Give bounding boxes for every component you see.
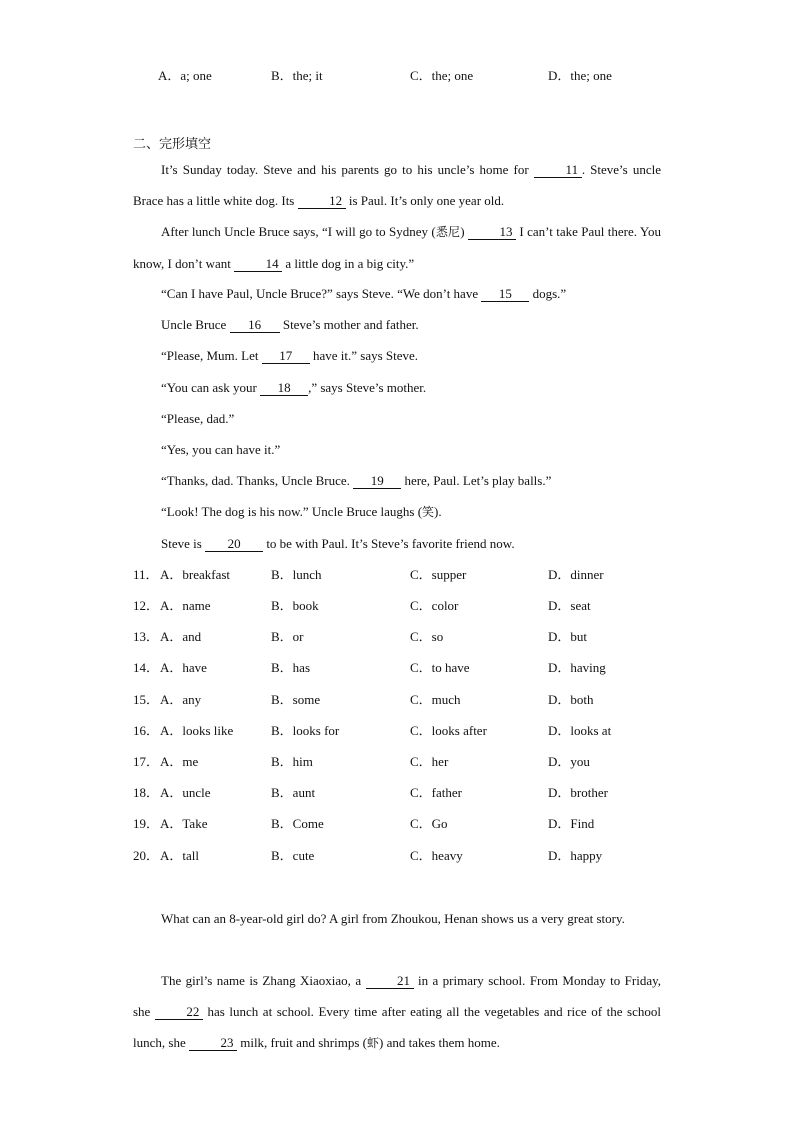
text: “Can I have Paul, Uncle Bruce?” says Steve. “We don’t have [161,286,479,301]
blank-22[interactable]: 22 [155,1004,203,1020]
passage1-paragraph2 [133,216,661,279]
text: in a primary school. From Monday to Friday, she [133,973,662,1019]
question-number: 17． [133,754,160,769]
option-b[interactable]: B．aunt [271,785,316,800]
option-b[interactable]: B．or [271,629,304,644]
option-a[interactable]: A．me [160,754,199,769]
option-c[interactable]: C．supper [410,567,467,582]
option-c[interactable]: C．the; one [410,68,474,83]
question-number: 19． [133,816,160,831]
option-d[interactable]: D．seat [548,598,591,613]
text: milk, fruit and shrimps ( [240,1035,367,1050]
question-row [133,814,673,834]
blank-19[interactable]: 19 [353,473,401,489]
option-b[interactable]: B．lunch [271,567,322,582]
passage1-line10 [161,502,442,522]
option-a[interactable]: A．breakfast [160,567,231,582]
option-d[interactable]: D．but [548,629,588,644]
question-row [133,596,673,616]
option-a[interactable]: A．a; one [158,68,212,83]
option-a[interactable]: A．have [160,660,207,675]
question-number: 15． [133,692,160,707]
question-number: 20． [133,848,160,863]
passage1-line4 [161,315,419,335]
text: It’s Sunday today. Steve and his parents go to his uncle’s home for [161,162,529,177]
option-b[interactable]: B．Come [271,816,324,831]
option-b[interactable]: B．book [271,598,319,613]
question-row [133,658,673,678]
passage1-line5 [161,346,418,366]
blank-20[interactable]: 20 [205,536,263,552]
blank-23[interactable]: 23 [189,1035,237,1051]
option-d[interactable]: D．brother [548,785,608,800]
passage1-line8: “Yes, you can have it.” [161,442,281,457]
text: a little dog in a big city.” [285,256,415,271]
passage1-line6 [161,378,426,398]
text: Steve’s mother and father. [282,317,419,332]
chinese-gloss: 笑 [422,505,435,519]
section-title: 二、完形填空 [133,137,212,152]
question-row [133,752,673,772]
text: dogs.” [532,286,567,301]
passage2-paragraph1: What can an 8-year-old girl do? A girl from Zhoukou, Henan shows us a very great story. [161,911,625,926]
text: ,” says Steve’s mother. [308,380,427,395]
option-a[interactable]: A．Take [160,816,208,831]
text: ) [460,224,465,239]
option-d[interactable]: D．looks at [548,723,612,738]
text: “You can ask your [161,380,257,395]
text: has lunch at school. Every time after eating all the vegetables and rice of the school lunch, she [133,1004,661,1050]
option-a[interactable]: A．name [160,598,211,613]
option-c[interactable]: C．looks after [410,723,487,738]
option-d[interactable]: D．both [548,692,594,707]
option-c[interactable]: C．to have [410,660,470,675]
option-c[interactable]: C．her [410,754,449,769]
blank-13[interactable]: 13 [468,224,516,240]
option-d[interactable]: D．Find [548,816,595,831]
blank-18[interactable]: 18 [260,380,308,396]
question-number: 16． [133,723,160,738]
text: ). [434,504,442,519]
option-d[interactable]: D．having [548,660,606,675]
question-number: 18． [133,785,160,800]
option-a[interactable]: A．looks like [160,723,234,738]
option-b[interactable]: B．some [271,692,321,707]
option-b[interactable]: B．him [271,754,313,769]
chinese-gloss: 悉尼 [435,225,461,239]
text: “Please, Mum. Let [161,348,259,363]
blank-21[interactable]: 21 [366,973,414,989]
passage1-line3 [161,284,566,304]
text: here, Paul. Let’s play balls.” [404,473,552,488]
passage1-line11 [161,534,515,554]
question-row [133,690,673,710]
passage2-paragraph2 [133,965,661,1059]
text: After lunch Uncle Bruce says, “I will go to Sydney ( [161,224,436,239]
option-b[interactable]: B．looks for [271,723,340,738]
option-a[interactable]: A．any [160,692,202,707]
option-d[interactable]: D．you [548,754,590,769]
chinese-gloss: 虾 [366,1036,379,1050]
option-a[interactable]: A．uncle [160,785,211,800]
blank-11[interactable]: 11 [534,162,582,178]
option-c[interactable]: C．father [410,785,462,800]
question-number: 12． [133,598,160,613]
previous-question-options [133,66,673,86]
passage1-paragraph1 [133,154,661,216]
text: is Paul. It’s only one year old. [348,193,505,208]
text: “Look! The dog is his now.” Uncle Bruce laughs ( [161,504,423,519]
question-row [133,721,673,741]
blank-17[interactable]: 17 [262,348,310,364]
text: The girl’s name is Zhang Xiaoxiao, a [161,973,362,988]
text: I can’t take Paul there. You know, I don’t want [133,224,661,271]
question-number: 14． [133,660,160,675]
text: have it.” says Steve. [312,348,419,363]
question-row [133,627,673,647]
blank-16[interactable]: 16 [230,317,280,333]
text: . Steve’s uncle Brace has a little white dog. Its [133,162,661,208]
option-b[interactable]: B．the; it [271,68,323,83]
question-row [133,565,673,585]
question-number: 11． [133,567,159,582]
text: to be with Paul. It’s Steve’s favorite friend now. [266,536,515,551]
option-c[interactable]: C．color [410,598,459,613]
text: ) and takes them home. [378,1035,500,1050]
question-row [133,783,673,803]
option-b[interactable]: B．cute [271,848,315,863]
question-row [133,846,673,866]
text: Uncle Bruce [161,317,227,332]
option-d[interactable]: D．happy [548,848,603,863]
option-c[interactable]: C．Go [410,816,448,831]
passage1-line7: “Please, dad.” [161,411,235,426]
option-c[interactable]: C．much [410,692,461,707]
option-a[interactable]: A．tall [160,848,199,863]
blank-15[interactable]: 15 [481,286,529,302]
passage1-line9 [161,471,551,491]
option-c[interactable]: C．heavy [410,848,463,863]
question-number: 13． [133,629,160,644]
option-d[interactable]: D．dinner [548,567,604,582]
option-a[interactable]: A．and [160,629,202,644]
blank-14[interactable]: 14 [234,256,282,272]
blank-12[interactable]: 12 [298,193,346,209]
option-d[interactable]: D．the; one [548,68,612,83]
text: Steve is [161,536,202,551]
option-c[interactable]: C．so [410,629,444,644]
text: “Thanks, dad. Thanks, Uncle Bruce. [161,473,350,488]
option-b[interactable]: B．has [271,660,311,675]
